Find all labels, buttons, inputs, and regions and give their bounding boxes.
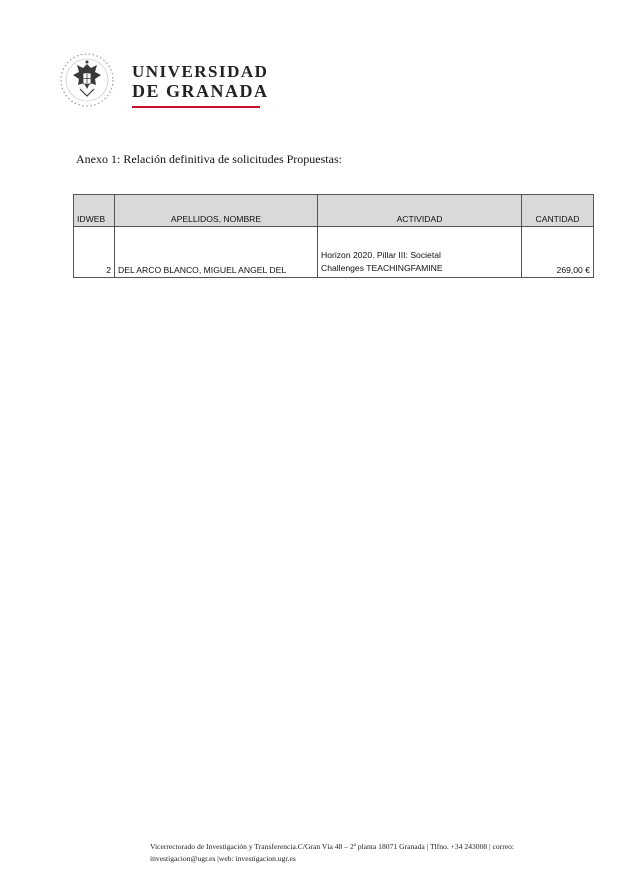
footer-line-2: investigacion@ugr.es |web: investigacion.ugr.es xyxy=(150,854,296,863)
logo-wordmark xyxy=(132,63,269,100)
cell-idweb: 2 xyxy=(74,227,115,278)
column-header-idweb: IDWEB xyxy=(74,195,115,227)
cell-name: DEL ARCO BLANCO, MIGUEL ANGEL DEL xyxy=(115,227,318,278)
document-heading: Anexo 1: Relación definitiva de solicitudes Propuestas: xyxy=(76,152,342,166)
applications-table xyxy=(73,194,594,278)
activity-line-1: Horizon 2020. Pillar III: Societal xyxy=(321,250,441,260)
logo-line-1: UNIVERSIDAD xyxy=(132,62,269,81)
university-seal-icon xyxy=(58,51,116,109)
page-footer xyxy=(150,841,580,865)
column-header-name: APELLIDOS, NOMBRE xyxy=(115,195,318,227)
cell-activity xyxy=(318,227,522,278)
table-row xyxy=(74,227,594,278)
logo-underline xyxy=(132,106,260,108)
column-header-activity: ACTIVIDAD xyxy=(318,195,522,227)
logo-line-2: DE GRANADA xyxy=(132,81,269,101)
cell-amount: 269,00 € xyxy=(522,227,594,278)
footer-line-1: Vicerrectorado de Investigación y Transferencia.C/Gran Vía 48 – 2ª planta 18071 Granada | Tlfno. +34 243008 | correo: xyxy=(150,842,515,851)
university-logo xyxy=(58,51,268,111)
column-header-amount: CANTIDAD xyxy=(522,195,594,227)
table-header-row xyxy=(74,195,594,227)
activity-line-2: Challenges TEACHINGFAMINE xyxy=(321,263,443,273)
